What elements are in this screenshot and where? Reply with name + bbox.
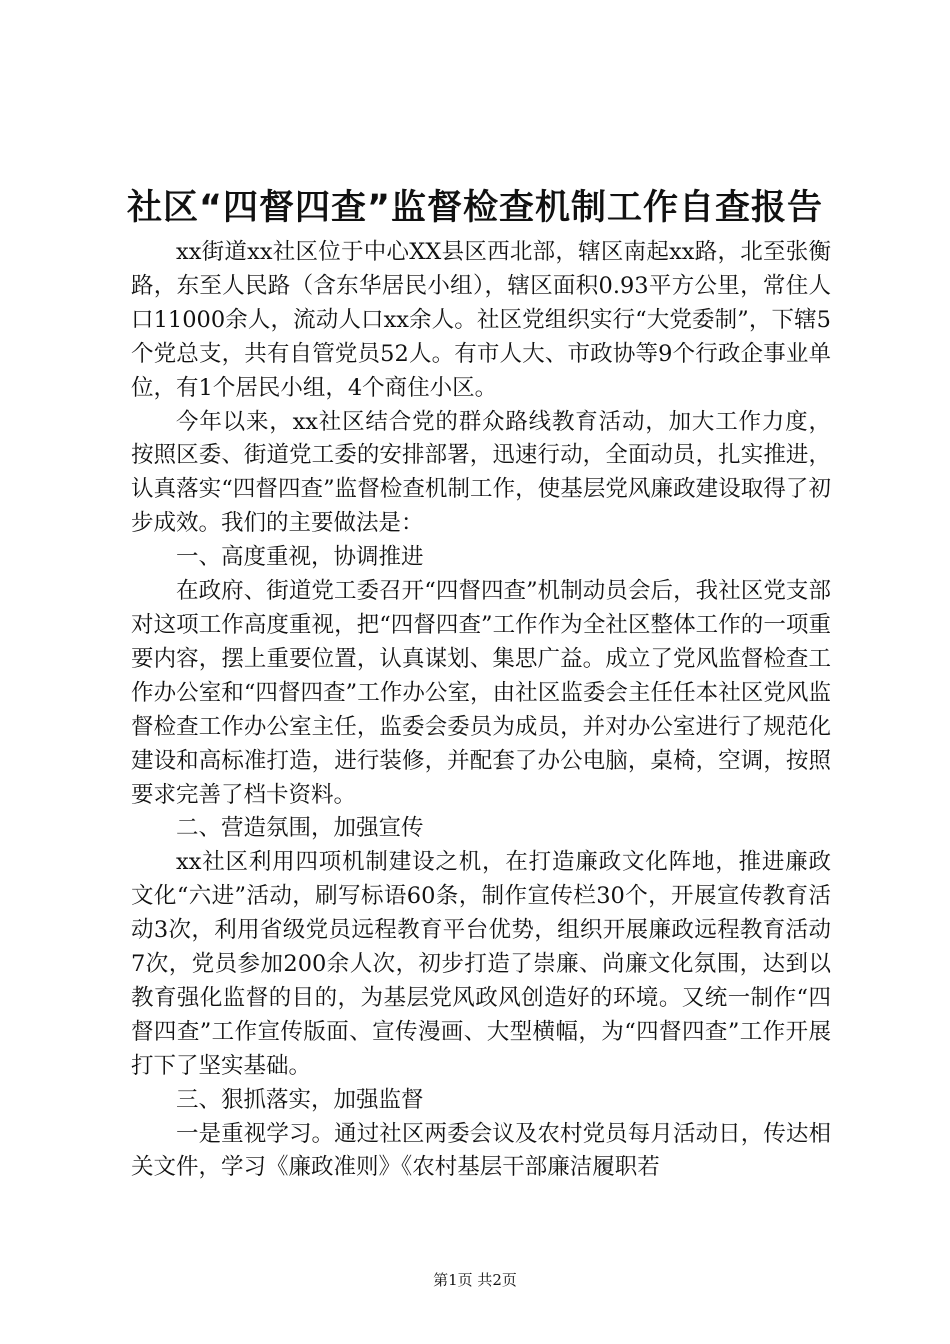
page-footer: 第1页 共2页: [433, 1271, 517, 1289]
section-heading-3: 三、狠抓落实，加强监督: [176, 1086, 424, 1113]
paragraph-section-1: 在政府、街道党工委召开“四督四查”机制动员会后，我社区党支部对这项工作高度重视，把“四督四查”工作作为全社区整体工作的一项重要内容，摆上重要位置，认真谋划、集思广益。成立了党风监督检查工作办公室和“四督四查”工作办公室，由社区监委会主任任本社区党风监督检查工作办公室主任，监委会委员为成员，并对办公室进行了规范化建设和高标准打造，进行装修，并配套了办公电脑，桌椅，空调，按照要求完善了档卡资料。: [131, 578, 831, 808]
paragraph-section-3: 一是重视学习。通过社区两委会议及农村党员每月活动日，传达相关文件，学习《廉政准则》《农村基层干部廉洁履职若: [131, 1120, 831, 1181]
document-title: 社区“四督四查”监督检查机制工作自查报告: [126, 188, 823, 228]
paragraph-section-2: xx社区利用四项机制建设之机，在打造廉政文化阵地，推进廉政文化“六进”活动，刷写标语60条，制作宣传栏30个，开展宣传教育活动3次，利用省级党员远程教育平台优势，组织开展廉政远程教育活动7次，党员参加200余人次，初步打造了崇廉、尚廉文化氛围，达到以教育强化监督的目的，为基层党风政风创造好的环境。又统一制作“四督四查”工作宣传版面、宣传漫画、大型横幅，为“四督四查”工作开展打下了坚实基础。: [131, 849, 831, 1079]
section-heading-2: 二、营造氛围，加强宣传: [176, 815, 424, 842]
document-body: [131, 236, 831, 1185]
paragraph-overview: 今年以来，xx社区结合党的群众路线教育活动，加大工作力度，按照区委、街道党工委的安排部署，迅速行动，全面动员，扎实推进，认真落实“四督四查”监督检查机制工作，使基层党风廉政建设取得了初步成效。我们的主要做法是：: [131, 408, 831, 537]
paragraph-intro: xx街道xx社区位于中心XX县区西北部，辖区南起xx路，北至张衡路，东至人民路（含东华居民小组），辖区面积0.93平方公里，常住人口11000余人，流动人口xx余人。社区党组织实行“大党委制”，下辖5个党总支，共有自管党员52人。有市人大、市政协等9个行政企事业单位，有1个居民小组，4个商住小区。: [131, 239, 831, 401]
section-heading-1: 一、高度重视，协调推进: [176, 544, 424, 571]
